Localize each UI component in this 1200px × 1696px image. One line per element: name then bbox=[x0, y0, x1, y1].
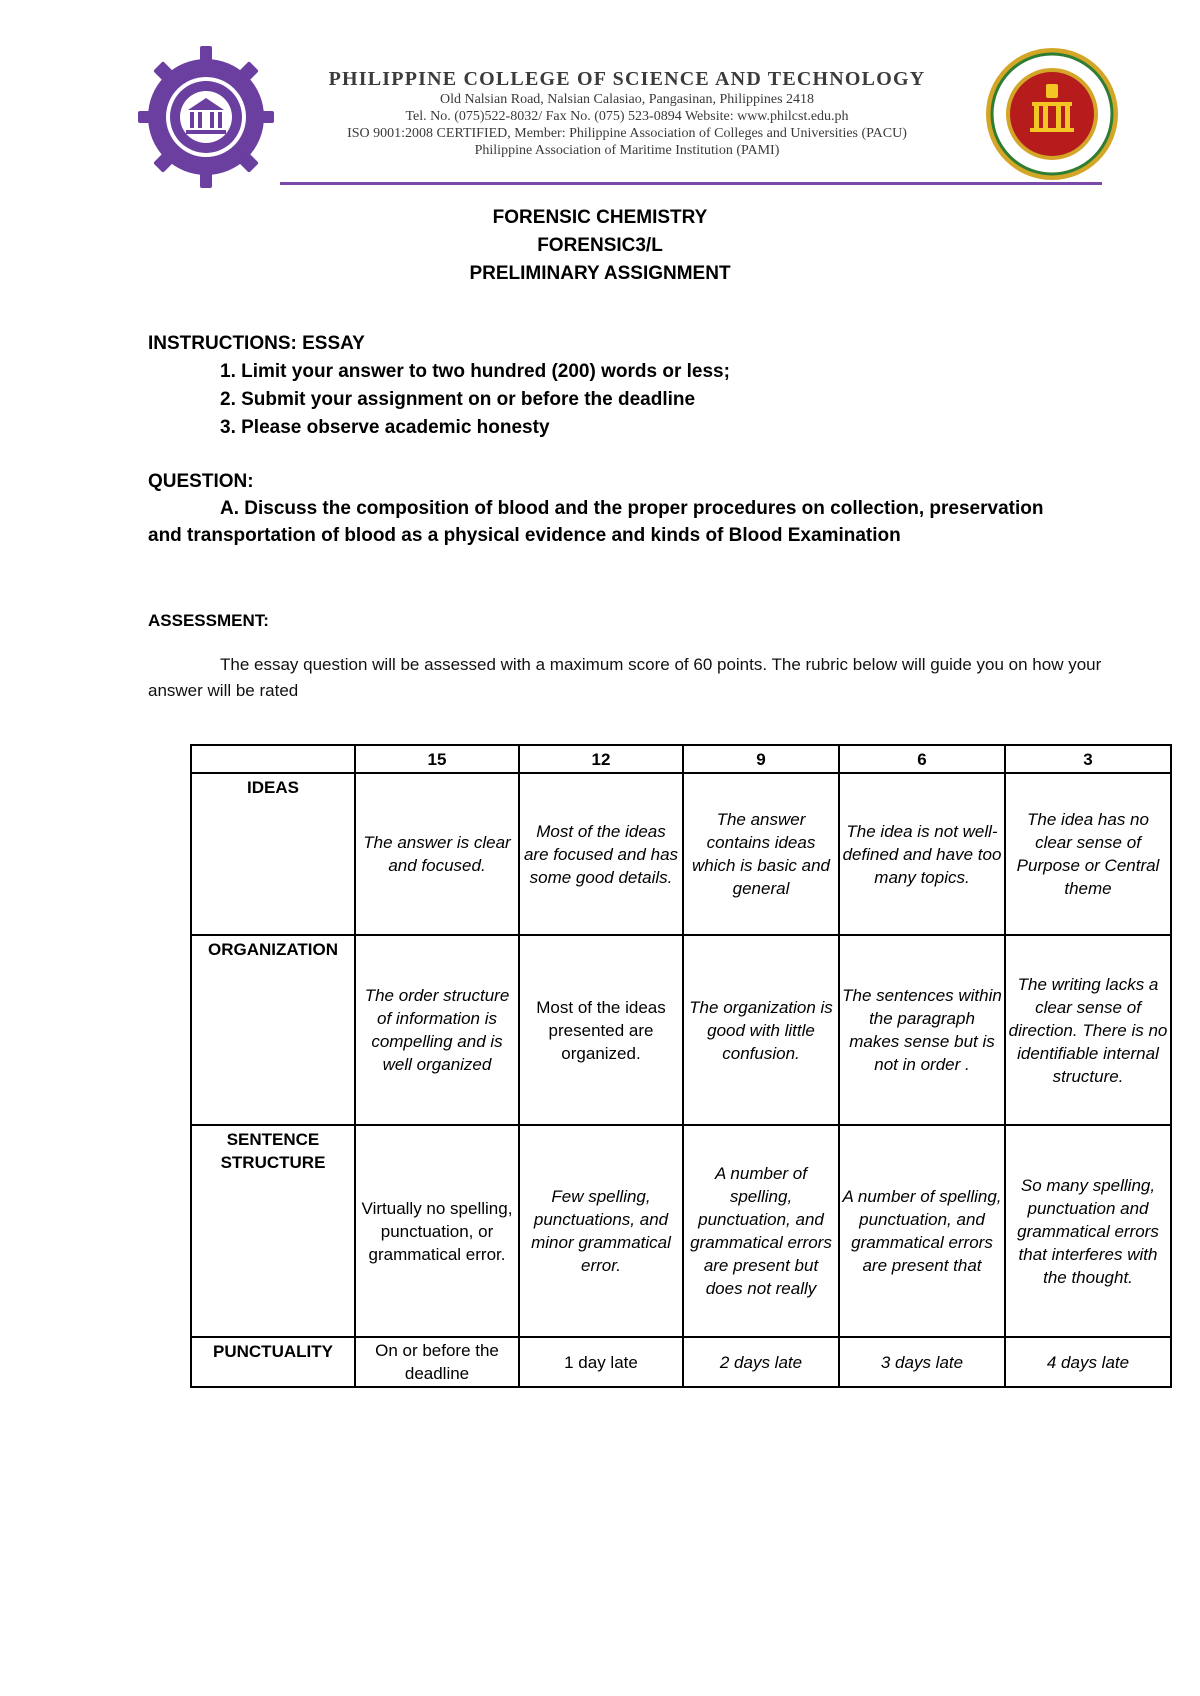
instructions-heading: INSTRUCTIONS: ESSAY bbox=[148, 333, 365, 354]
question-text: A. Discuss the composition of blood and the proper procedures on collection, preservation and transportation of blood as a physical evidence and kinds of Blood Examination bbox=[148, 498, 1044, 546]
institution-membership: Philippine Association of Maritime Institution (PAMI) bbox=[474, 143, 780, 158]
rubric-cell: The writing lacks a clear sense of direction. There is no identifiable internal structure. bbox=[1005, 935, 1171, 1125]
score-header: 12 bbox=[519, 745, 683, 773]
rubric-cell: Few spelling, punctuations, and minor grammatical error. bbox=[519, 1125, 683, 1337]
instructions-section bbox=[148, 330, 730, 442]
institution-certification: ISO 9001:2008 CERTIFIED, Member: Philippine Association of Colleges and Universities (PACU) bbox=[347, 126, 907, 141]
assessment-text: The essay question will be assessed with a maximum score of 60 points. The rubric below will guide you on how your answer will be rated bbox=[148, 655, 1102, 700]
question-heading: QUESTION: bbox=[148, 471, 254, 492]
rubric-cell: The sentences within the paragraph makes sense but is not in order . bbox=[839, 935, 1005, 1125]
rubric-cell: So many spelling, punctuation and grammatical errors that interferes with the thought. bbox=[1005, 1125, 1171, 1337]
rubric-cell: The order structure of information is compelling and is well organized bbox=[355, 935, 519, 1125]
rubric-cell: The answer contains ideas which is basic and general bbox=[683, 773, 839, 935]
letterhead-divider bbox=[280, 182, 1102, 185]
course-code: FORENSIC3/L bbox=[537, 235, 663, 256]
rubric-cell: Virtually no spelling, punctuation, or grammatical error. bbox=[355, 1125, 519, 1337]
rubric-cell: The answer is clear and focused. bbox=[355, 773, 519, 935]
score-header: 9 bbox=[683, 745, 839, 773]
criterion-label: SENTENCE STRUCTURE bbox=[191, 1125, 355, 1337]
rubric-header-row bbox=[191, 745, 1171, 773]
college-seal-icon bbox=[138, 44, 274, 190]
assignment-title: PRELIMINARY ASSIGNMENT bbox=[469, 263, 731, 284]
instruction-item: 1. Limit your answer to two hundred (200) words or less; bbox=[220, 361, 730, 382]
rubric-row-sentence-structure bbox=[191, 1125, 1171, 1337]
rubric-table bbox=[190, 744, 1172, 1388]
score-header: 15 bbox=[355, 745, 519, 773]
score-header: 6 bbox=[839, 745, 1005, 773]
criterion-label: IDEAS bbox=[191, 773, 355, 935]
rubric-row-ideas bbox=[191, 773, 1171, 935]
assessment-heading: ASSESSMENT: bbox=[148, 611, 269, 630]
rubric-cell: The idea has no clear sense of Purpose or Central theme bbox=[1005, 773, 1171, 935]
rubric-row-punctuality bbox=[191, 1337, 1171, 1387]
course-title: FORENSIC CHEMISTRY bbox=[492, 207, 708, 228]
rubric-cell: The organization is good with little confusion. bbox=[683, 935, 839, 1125]
document-titles bbox=[0, 204, 1200, 288]
rubric-cell: On or before the deadline bbox=[355, 1337, 519, 1387]
rubric-cell: 2 days late bbox=[683, 1337, 839, 1387]
rubric-cell: Most of the ideas presented are organized. bbox=[519, 935, 683, 1125]
criterion-label: PUNCTUALITY bbox=[191, 1337, 355, 1387]
institution-name: PHILIPPINE COLLEGE OF SCIENCE AND TECHNOLOGY bbox=[328, 68, 926, 90]
question-section bbox=[148, 468, 1068, 549]
rubric-cell: 4 days late bbox=[1005, 1337, 1171, 1387]
rubric-cell: 1 day late bbox=[519, 1337, 683, 1387]
criterion-label: ORGANIZATION bbox=[191, 935, 355, 1125]
rubric-corner-cell bbox=[191, 745, 355, 773]
instruction-item: 2. Submit your assignment on or before the deadline bbox=[220, 389, 696, 410]
criminal-justice-seal-icon bbox=[984, 44, 1120, 184]
rubric-cell: The idea is not well- defined and have too many topics. bbox=[839, 773, 1005, 935]
rubric-cell: A number of spelling, punctuation, and grammatical errors are present that bbox=[839, 1125, 1005, 1337]
rubric-cell: A number of spelling, punctuation, and grammatical errors are present but does not really bbox=[683, 1125, 839, 1337]
institution-address: Old Nalsian Road, Nalsian Calasiao, Pangasinan, Philippines 2418 bbox=[439, 92, 815, 107]
institution-contact: Tel. No. (075)522-8032/ Fax No. (075) 523-0894 Website: www.philcst.edu.ph bbox=[405, 109, 849, 124]
letterhead bbox=[132, 38, 1120, 198]
rubric-cell: 3 days late bbox=[839, 1337, 1005, 1387]
score-header: 3 bbox=[1005, 745, 1171, 773]
rubric-cell: Most of the ideas are focused and has some good details. bbox=[519, 773, 683, 935]
letterhead-text bbox=[282, 68, 972, 159]
rubric-row-organization bbox=[191, 935, 1171, 1125]
instruction-item: 3. Please observe academic honesty bbox=[220, 417, 550, 438]
